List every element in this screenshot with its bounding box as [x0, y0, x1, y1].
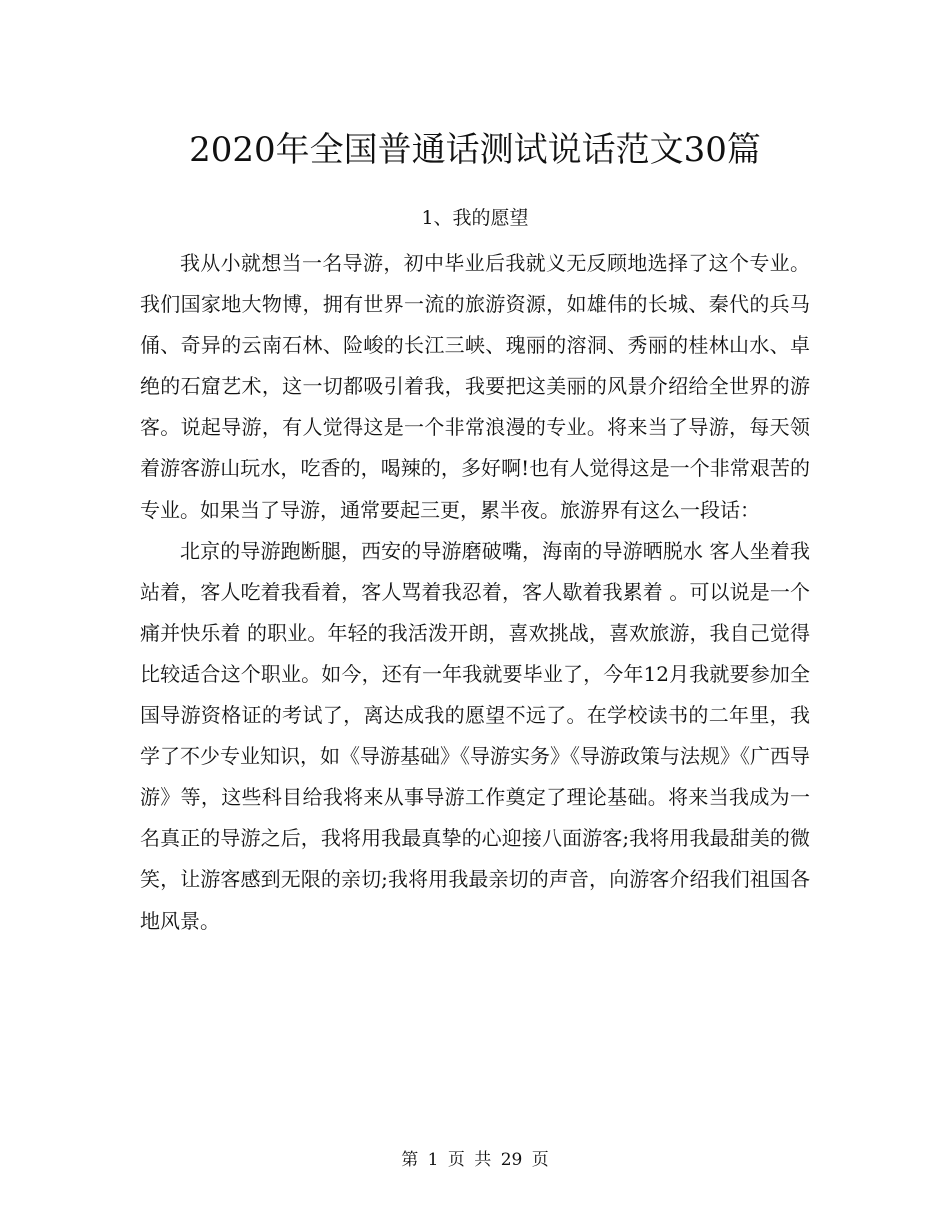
document-title: 2020年全国普通话测试说话范文30篇 — [189, 130, 761, 170]
body-text — [140, 243, 810, 942]
page-number-footer: 第 1 页 共 29 页 — [401, 1150, 549, 1170]
section-heading: 1、我的愿望 — [421, 207, 529, 229]
paragraph: 北京的导游跑断腿，西安的导游磨破嘴，海南的导游晒脱水 客人坐着我站着，客人吃着我看着，客人骂着我忍着，客人歇着我累着 。可以说是一个 痛并快乐着 的职业。年轻的我活泼开朗，喜欢挑战，喜欢旅游，我自己觉得比较适合这个职业。如今，还有一年我就要毕业了，今年12月我就要参加全国导游资格证的考试了，离达成我的愿望不远了。在学校读书的二年里，我学了不少专业知识，如《导游基础》《导游实务》《导游政策与法规》《广西导游》等，这些科目给我将来从事导游工作奠定了理论基础。将来当我成为一名真正的导游之后，我将用我最真挚的心迎接八面游客;我将用我最甜美的微笑，让游客感到无限的亲切;我将用我最亲切的声音，向游客介绍我们祖国各地风景。 — [140, 538, 810, 933]
paragraph: 我从小就想当一名导游，初中毕业后我就义无反顾地选择了这个专业。我们国家地大物博，拥有世界一流的旅游资源，如雄伟的长城、秦代的兵马俑、奇异的云南石林、险峻的长江三峡、瑰丽的溶洞、秀丽的桂林山水、卓绝的石窟艺术，这一切都吸引着我，我要把这美丽的风景介绍给全世界的游客。说起导游，有人觉得这是一个非常浪漫的专业。将来当了导游，每天领着游客游山玩水，吃香的，喝辣的，多好啊!也有人觉得这是一个非常艰苦的专业。如果当了导游，通常要起三更，累半夜。旅游界有这么一段话： — [140, 251, 810, 522]
